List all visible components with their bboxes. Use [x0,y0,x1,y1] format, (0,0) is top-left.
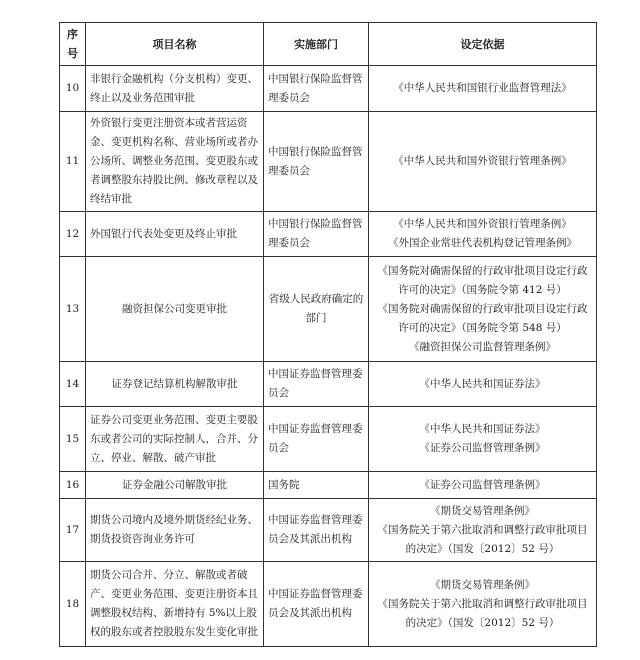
row-no: 16 [60,472,86,499]
row-dept: 中国银行保险监督管理委员会 [264,112,369,212]
row-basis [369,66,597,112]
basis-line: 《期货交易管理条例》 [430,578,535,591]
row-dept: 中国证券监督管理委员会 [264,362,369,407]
row-basis [369,562,597,647]
basis-line: 《国务院对确需保留的行政审批项目设定行政许可的决定》（国务院令第 412 号） [377,264,588,296]
row-dept: 中国证券监督管理委员会及其派出机构 [264,562,369,647]
row-dept: 中国证券监督管理委员会及其派出机构 [264,499,369,562]
row-name: 外国银行代表处变更及终止审批 [86,212,264,257]
row-name: 期货公司合并、分立、解散或者破产、变更业务范围、变更注册资本且调整股权结构、新增持有 5%以上股权的股东或者控股股东发生变化审批 [86,562,264,647]
row-no: 15 [60,407,86,472]
row-basis [369,362,597,407]
row-no: 10 [60,66,86,112]
basis-line: 《国务院关于第六批取消和调整行政审批项目的决定》（国发〔2012〕52 号） [377,523,588,555]
header-no: 序号 [60,23,86,66]
basis-line: 《期货交易管理条例》 [430,504,535,517]
table-row [60,212,597,257]
basis-line: 《中华人民共和国外资银行管理条例》 [393,218,572,230]
row-no: 12 [60,212,86,257]
row-basis [369,212,597,257]
row-no: 13 [60,257,86,362]
header-basis: 设定依据 [369,23,597,66]
row-dept: 中国证券监督管理委员会 [264,407,369,472]
row-dept: 国务院 [264,472,369,499]
table-row [60,407,597,472]
row-basis [369,407,597,472]
row-name: 证券金融公司解散审批 [86,472,264,499]
table-row [60,499,597,562]
row-no: 17 [60,499,86,562]
basis-line: 《融资担保公司监督管理条例》 [409,340,556,353]
row-basis [369,257,597,362]
basis-line: 《中华人民共和国证券法》 [419,377,546,390]
row-basis [369,499,597,562]
row-dept: 中国银行保险监督管理委员会 [264,212,369,257]
row-no: 18 [60,562,86,647]
row-name: 融资担保公司变更审批 [86,257,264,362]
table-row [60,562,597,647]
row-basis [369,112,597,212]
table-row [60,112,597,212]
basis-line: 《中华人民共和国证券法》 [419,423,546,435]
header-dept: 实施部门 [264,23,369,66]
basis-line: 《国务院对确需保留的行政审批项目设定行政许可的决定》（国务院令第 548 号） [377,302,588,334]
row-basis [369,472,597,499]
basis-line: 《外国企业常驻代表机构登记管理条例》 [388,237,577,249]
basis-line: 《证券公司监督管理条例》 [419,442,546,454]
table-row [60,257,597,362]
basis-line: 《证券公司监督管理条例》 [419,478,546,491]
row-name: 证券公司变更业务范围、变更主要股东或者公司的实际控制人，合并、分立、停业、解散、破产审批 [86,407,264,472]
row-name: 证券登记结算机构解散审批 [86,362,264,407]
table-row [60,66,597,112]
row-no: 14 [60,362,86,407]
row-name: 外资银行变更注册资本或者营运资金、变更机构名称、营业场所或者办公场所、调整业务范围、变更股东或者调整股东持股比例、修改章程以及终结审批 [86,112,264,212]
table-row [60,362,597,407]
row-dept: 中国银行保险监督管理委员会 [264,66,369,112]
row-dept: 省级人民政府确定的部门 [264,257,369,362]
header-name: 项目名称 [86,23,264,66]
table-row [60,472,597,499]
basis-line: 《国务院关于第六批取消和调整行政审批项目的决定》（国发〔2012〕52 号） [377,597,588,629]
table-header-row [60,23,597,66]
basis-line: 《中华人民共和国银行业监督管理法》 [393,82,572,94]
row-name: 期货公司境内及境外期货经纪业务、期货投资咨询业务许可 [86,499,264,562]
row-name: 非银行金融机构（分支机构）变更、终止以及业务范围审批 [86,66,264,112]
row-no: 11 [60,112,86,212]
approval-items-table [59,22,597,647]
basis-line: 《中华人民共和国外资银行管理条例》 [393,155,572,167]
